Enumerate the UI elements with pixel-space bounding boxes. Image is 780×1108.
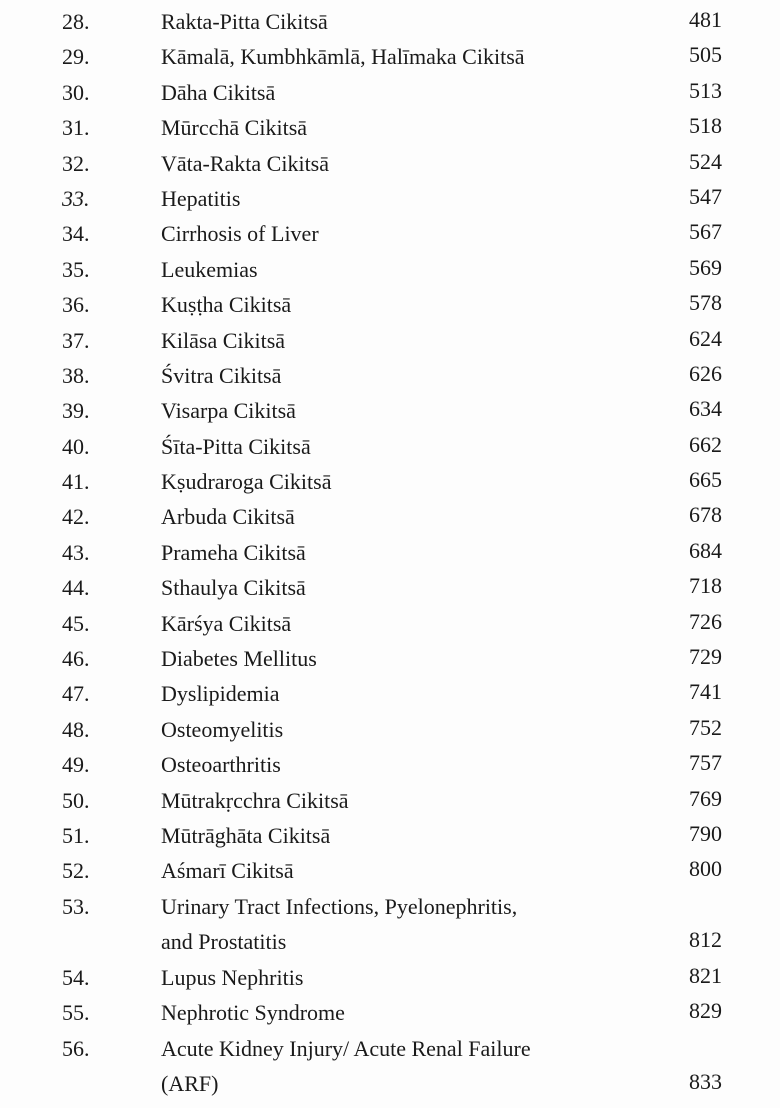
chapter-title	[161, 995, 345, 1030]
chapter-number: 30.	[62, 79, 90, 105]
chapter-number: 50.	[62, 787, 90, 813]
page-number: 662	[689, 431, 722, 457]
chapter-number: 40.	[62, 433, 90, 459]
chapter-title-line: Urinary Tract Infections, Pyelonephritis,	[161, 893, 518, 919]
chapter-number: 51.	[62, 822, 90, 848]
chapter-number: 48.	[62, 716, 90, 742]
toc-entry	[0, 181, 780, 216]
toc-entry	[0, 146, 780, 181]
toc-entry	[0, 323, 780, 358]
chapter-number: 45.	[62, 610, 90, 636]
chapter-title-line: Arbuda Cikitsā	[161, 504, 295, 530]
page-number: 578	[689, 290, 722, 316]
toc-entry	[0, 4, 780, 39]
chapter-number: 55.	[62, 1000, 90, 1026]
page-number: 524	[689, 148, 722, 174]
toc-entry	[0, 1031, 780, 1102]
chapter-title-line: Leukemias	[161, 256, 258, 282]
chapter-title-line: Kāmalā, Kumbhkāmlā, Halīmaka Cikitsā	[161, 44, 525, 70]
chapter-number: 34.	[62, 221, 90, 247]
chapter-number: 47.	[62, 681, 90, 707]
chapter-title-line: Rakta-Pitta Cikitsā	[161, 9, 328, 34]
page-number: 833	[689, 1068, 722, 1094]
toc-entry	[0, 39, 780, 74]
chapter-title	[161, 181, 240, 216]
chapter-title-line: Vāta-Rakta Cikitsā	[161, 150, 330, 176]
chapter-title-line: Śvitra Cikitsā	[161, 362, 282, 388]
chapter-title	[161, 323, 285, 358]
page-number: 757	[689, 750, 722, 776]
chapter-number: 49.	[62, 752, 90, 778]
page-number: 821	[689, 962, 722, 988]
page-number: 829	[689, 998, 722, 1024]
chapter-title	[161, 464, 331, 499]
chapter-title-line: Dyslipidemia	[161, 681, 280, 707]
toc-entry	[0, 499, 780, 534]
toc-entry	[0, 606, 780, 641]
chapter-number: 43.	[62, 539, 90, 565]
chapter-title	[161, 287, 291, 322]
toc-entry	[0, 747, 780, 782]
toc-entry	[0, 676, 780, 711]
page-number: 800	[689, 856, 722, 882]
chapter-title	[161, 146, 329, 181]
toc-entry	[0, 535, 780, 570]
toc-entry	[0, 393, 780, 428]
chapter-title-line: Kilāsa Cikitsā	[161, 327, 286, 353]
chapter-number: 53.	[62, 893, 90, 919]
page-number: 481	[689, 7, 722, 32]
page-number: 729	[689, 644, 722, 670]
chapter-number: 28.	[62, 9, 90, 34]
chapter-number: 36.	[62, 292, 90, 318]
toc-entry	[0, 889, 780, 960]
page-number: 752	[689, 714, 722, 740]
chapter-title-line: Visarpa Cikitsā	[161, 398, 296, 424]
chapter-title-line: Cirrhosis of Liver	[161, 221, 319, 247]
chapter-title	[161, 252, 258, 287]
chapter-title-line: and Prostatitis	[161, 929, 287, 955]
toc-entry	[0, 960, 780, 995]
toc-entry	[0, 712, 780, 747]
chapter-number: 41.	[62, 469, 90, 495]
page-number: 812	[689, 926, 722, 952]
toc-entry	[0, 287, 780, 322]
chapter-title	[161, 712, 283, 747]
page-number: 518	[689, 113, 722, 139]
chapter-number: 35.	[62, 256, 90, 282]
chapter-title-line: Osteomyelitis	[161, 716, 284, 742]
toc-entry	[0, 75, 780, 110]
chapter-title-line: Lupus Nephritis	[161, 964, 304, 990]
page-number: 626	[689, 360, 722, 386]
chapter-title	[161, 75, 275, 110]
chapter-title	[161, 4, 328, 39]
page-number: 790	[689, 820, 722, 846]
toc-entry	[0, 358, 780, 393]
chapter-title-line: Mūtrakṛcchra Cikitsā	[161, 787, 349, 813]
page-number: 505	[689, 42, 722, 68]
chapter-title	[161, 747, 281, 782]
toc-entry	[0, 995, 780, 1030]
page-number: 678	[689, 502, 722, 528]
chapter-title	[161, 641, 317, 676]
chapter-title-line: Osteoarthritis	[161, 752, 281, 778]
chapter-number: 54.	[62, 964, 90, 990]
toc-entry	[0, 783, 780, 818]
page-number: 513	[689, 77, 722, 103]
chapter-number: 33.	[62, 185, 90, 211]
chapter-number: 56.	[62, 1035, 90, 1061]
page-number: 718	[689, 573, 722, 599]
chapter-number: 29.	[62, 44, 90, 70]
chapter-title	[161, 676, 280, 711]
chapter-number: 31.	[62, 115, 90, 141]
chapter-title	[161, 535, 306, 570]
chapter-title	[161, 606, 291, 641]
toc-entry	[0, 570, 780, 605]
chapter-title	[161, 110, 307, 145]
toc-entry	[0, 429, 780, 464]
chapter-title	[161, 570, 306, 605]
chapter-title	[161, 39, 525, 74]
page-number: 569	[689, 254, 722, 280]
chapter-number: 32.	[62, 150, 90, 176]
chapter-number: 52.	[62, 858, 90, 884]
chapter-title-line: Kṣudraroga Cikitsā	[161, 469, 332, 495]
page-number: 684	[689, 537, 722, 563]
chapter-title-line: Sthaulya Cikitsā	[161, 575, 306, 601]
chapter-number: 37.	[62, 327, 90, 353]
chapter-title-line: Prameha Cikitsā	[161, 539, 306, 565]
chapter-title-line: Acute Kidney Injury/ Acute Renal Failure	[161, 1035, 531, 1061]
page-number: 726	[689, 608, 722, 634]
chapter-number: 39.	[62, 398, 90, 424]
toc-entry	[0, 818, 780, 853]
chapter-title	[161, 783, 349, 818]
chapter-number: 42.	[62, 504, 90, 530]
chapter-title-line: Diabetes Mellitus	[161, 646, 317, 672]
chapter-title-line: Nephrotic Syndrome	[161, 1000, 345, 1026]
chapter-title	[161, 358, 281, 393]
chapter-title	[161, 1031, 531, 1102]
chapter-title-line: Dāha Cikitsā	[161, 79, 276, 105]
page-number: 634	[689, 396, 722, 422]
chapter-title	[161, 818, 330, 853]
chapter-title	[161, 960, 303, 995]
toc-entry	[0, 252, 780, 287]
page-number: 547	[689, 183, 722, 209]
chapter-title	[161, 429, 311, 464]
chapter-title-line: Mūrcchā Cikitsā	[161, 115, 308, 141]
chapter-number: 46.	[62, 646, 90, 672]
chapter-title-line: Aśmarī Cikitsā	[161, 858, 294, 884]
page-number: 567	[689, 219, 722, 245]
toc-entry	[0, 216, 780, 251]
chapter-title-line: Mūtrāghāta Cikitsā	[161, 822, 331, 848]
chapter-title	[161, 216, 319, 251]
page-number: 665	[689, 467, 722, 493]
chapter-title-line: Śīta-Pitta Cikitsā	[161, 433, 311, 459]
page-number: 769	[689, 785, 722, 811]
toc-entry	[0, 464, 780, 499]
chapter-title-line: Kuṣṭha Cikitsā	[161, 292, 292, 318]
toc-entry	[0, 853, 780, 888]
chapter-title-line: Hepatitis	[161, 185, 241, 211]
chapter-number: 44.	[62, 575, 90, 601]
page-number: 741	[689, 679, 722, 705]
chapter-title-line: (ARF)	[161, 1070, 219, 1096]
chapter-title-line: Kārśya Cikitsā	[161, 610, 292, 636]
chapter-number: 38.	[62, 362, 90, 388]
table-of-contents	[0, 4, 780, 1102]
chapter-title	[161, 853, 294, 888]
chapter-title	[161, 393, 296, 428]
toc-entry	[0, 641, 780, 676]
chapter-title	[161, 499, 295, 534]
toc-entry	[0, 110, 780, 145]
page-number: 624	[689, 325, 722, 351]
chapter-title	[161, 889, 517, 960]
